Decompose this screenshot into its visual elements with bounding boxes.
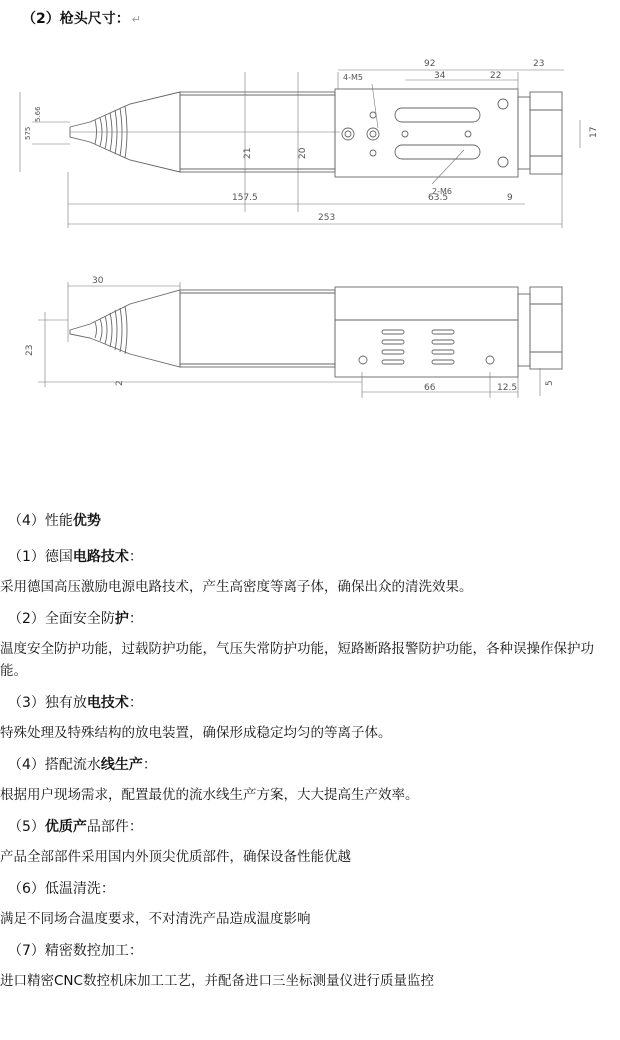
- feature-body: 特殊处理及特殊结构的放电装置，确保形成稳定均匀的等离子体。: [0, 725, 392, 741]
- heading-bold: 优势: [72, 513, 101, 529]
- feature-item-5: [0, 818, 620, 868]
- dim-575: 575: [24, 126, 32, 140]
- title-prefix: （3）独有放: [8, 695, 87, 711]
- feature-item-7: [0, 942, 620, 992]
- feature-title: [0, 610, 620, 628]
- dim-34: 34: [434, 71, 446, 81]
- title-suffix: ：: [142, 757, 157, 773]
- title-bold: 线生产: [100, 757, 143, 773]
- title-prefix: （4）搭配流水: [8, 757, 101, 773]
- dim-2: 2: [115, 380, 125, 386]
- title-suffix: ：: [128, 943, 143, 959]
- section-title: [22, 8, 141, 28]
- performance-section: [0, 512, 620, 992]
- title-prefix: （7）精密数控加工: [8, 943, 129, 959]
- feature-item-3: [0, 694, 620, 744]
- title-bold: 电技术: [86, 695, 129, 711]
- top-view-drawing: [0, 52, 620, 232]
- feature-item-2: [0, 610, 620, 682]
- heading-prefix: （4）性能: [8, 513, 73, 529]
- feature-body: 温度安全防护功能，过载防护功能，气压失常防护功能，短路断路报警防护功能，各种误操作保护功能。: [0, 641, 594, 679]
- title-prefix: （1）德国: [8, 549, 73, 565]
- title-bold: 护: [114, 611, 129, 627]
- dim-20: 20: [298, 147, 308, 159]
- paragraph-mark: ↵: [131, 13, 141, 26]
- dim-92: 92: [424, 59, 436, 69]
- dim-23-side: 23: [25, 344, 35, 356]
- feature-item-1: [0, 548, 620, 598]
- dim-5: 5: [545, 380, 555, 386]
- feature-body: 采用德国高压激励电源电路技术，产生高密度等离子体，确保出众的清洗效果。: [0, 579, 473, 595]
- performance-heading: [0, 512, 620, 530]
- dim-9: 9: [507, 193, 513, 203]
- title-bold: 电路技术: [72, 549, 129, 565]
- dim-17: 17: [589, 126, 599, 138]
- feature-item-4: [0, 756, 620, 806]
- dim-2-m6: 2-M6: [432, 187, 452, 196]
- title-suffix: ：: [128, 695, 143, 711]
- feature-item-6: [0, 880, 620, 930]
- feature-body: 产品全部部件采用国内外顶尖优质部件，确保设备性能优越: [0, 849, 351, 865]
- feature-title: [0, 694, 620, 712]
- dim-4-m5: 4-M5: [343, 73, 363, 82]
- title-bold: 优质产: [44, 819, 87, 835]
- feature-title: [0, 942, 620, 960]
- title-suffix: ：: [128, 549, 143, 565]
- dim-5-66: 5.66: [34, 106, 42, 122]
- dim-63-5: 63.5: [428, 193, 449, 203]
- feature-body: 满足不同场合温度要求，不对清洗产品造成温度影响: [0, 911, 311, 927]
- feature-title: [0, 548, 620, 566]
- dim-66: 66: [424, 383, 436, 393]
- title-prefix: （5）: [8, 819, 45, 835]
- dim-21: 21: [243, 147, 253, 159]
- feature-title: [0, 756, 620, 774]
- dim-23: 23: [533, 59, 545, 69]
- feature-title: [0, 818, 620, 836]
- side-view-drawing: [0, 272, 620, 402]
- dim-12-5: 12.5: [497, 383, 518, 393]
- title-suffix: ：: [100, 881, 115, 897]
- dim-22: 22: [490, 71, 502, 81]
- title-prefix: （2）全面安全防: [8, 611, 115, 627]
- feature-title: [0, 880, 620, 898]
- dim-30: 30: [92, 276, 104, 286]
- title-prefix: （6）低温清洗: [8, 881, 101, 897]
- feature-body: 进口精密CNC数控机床加工工艺，并配备进口三坐标测量仪进行质量监控: [0, 973, 434, 989]
- section-title-text: （2）枪头尺寸：: [22, 11, 130, 27]
- dim-157-5: 157.5: [232, 193, 258, 203]
- dim-253: 253: [318, 213, 336, 223]
- title-suffix: ：: [128, 611, 143, 627]
- feature-body: 根据用户现场需求，配置最优的流水线生产方案，大大提高生产效率。: [0, 787, 419, 803]
- title-suffix: 品部件：: [86, 819, 143, 835]
